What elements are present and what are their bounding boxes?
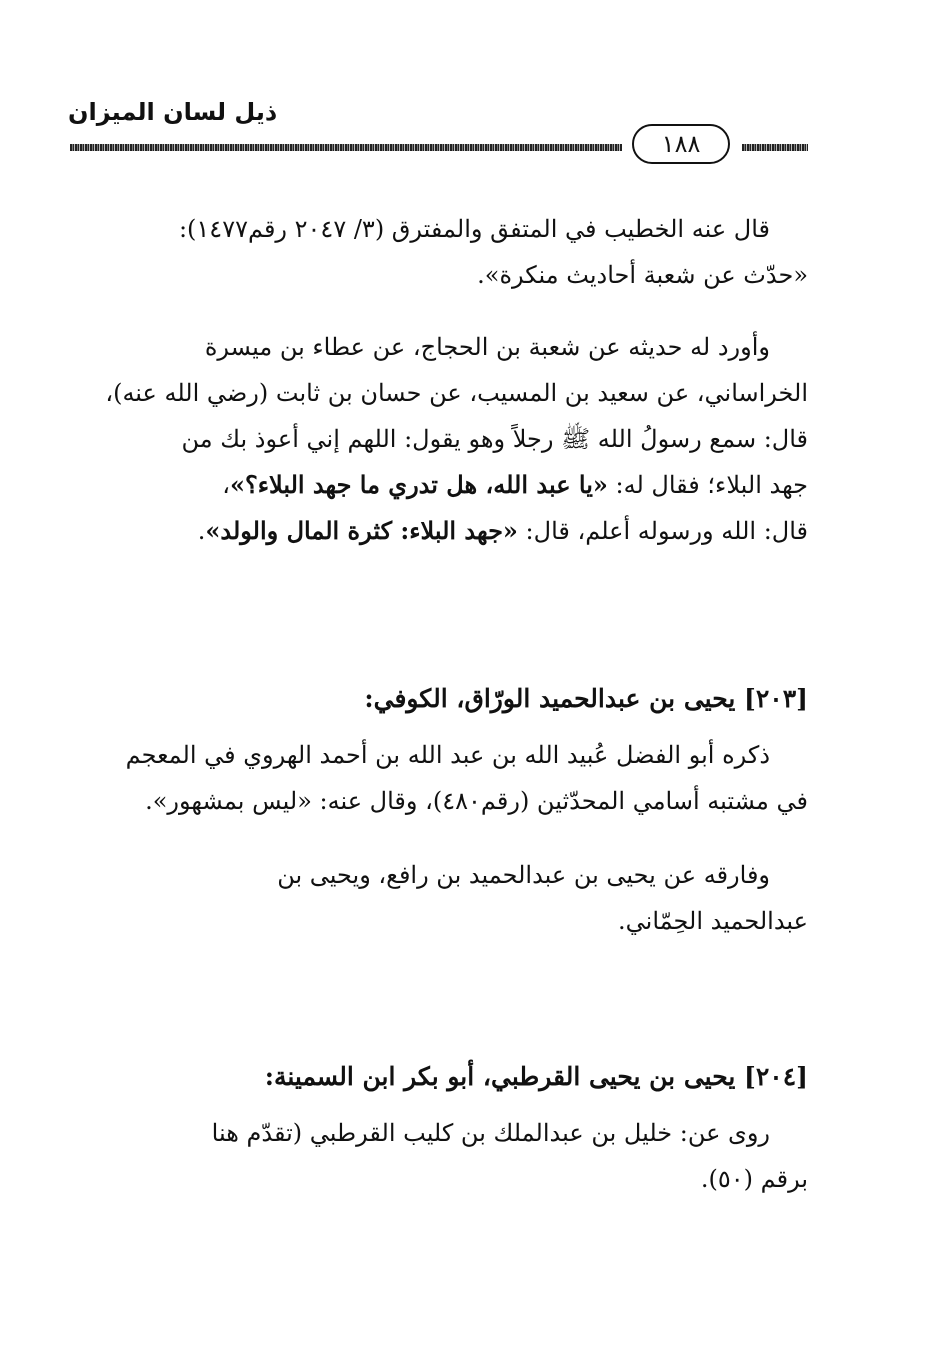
paragraph-line: «حدّث عن شعبة أحاديث منكرة». <box>477 261 808 289</box>
paragraph-line: الخراساني، عن سعيد بن المسيب، عن حسان بن ثابت (رضي الله عنه)، <box>105 379 808 407</box>
entry-203-paragraph-1 <box>80 732 808 824</box>
hadith-quote: «جهد البلاء: كثرة المال والولد» <box>205 516 518 545</box>
paragraph-line: في مشتبه أسامي المحدّثين (رقم٤٨٠)، وقال عنه: «ليس بمشهور». <box>145 787 808 815</box>
header-rule-right <box>742 144 808 151</box>
paragraph-line: روى عن: خليل بن عبدالملك بن كليب القرطبي (تقدّم هنا <box>211 1119 770 1147</box>
entry-heading: [٢٠٣] يحيى بن عبدالحميد الورّاق، الكوفي: <box>364 684 808 713</box>
paragraph-line: قال عنه الخطيب في المتفق والمفترق (٣/ ٢٠٤٧ رقم١٤٧٧): <box>178 215 770 243</box>
line-text: جهد البلاء؛ فقال له: <box>607 471 808 499</box>
paragraph-line: برقم (٥٠). <box>700 1165 808 1193</box>
paragraph-line: عبدالحميد الحِمّاني. <box>618 907 808 935</box>
paragraph-line: قال: سمع رسولُ الله ﷺ رجلاً وهو يقول: اللهم إني أعوذ بك من <box>181 425 808 453</box>
hadith-quote: «يا عبد الله، هل تدري ما جهد البلاء؟» <box>229 470 608 499</box>
header-rule-left <box>70 144 622 151</box>
running-header-title: ذيل لسان الميزان <box>68 98 278 126</box>
paragraph-line: وأورد له حديثه عن شعبة بن الحجاج، عن عطاء بن ميسرة <box>204 333 770 361</box>
entry-204-paragraph-1 <box>80 1110 808 1202</box>
paragraph-line: ذكره أبو الفضل عُبيد الله بن عبد الله بن أحمد الهروي في المعجم <box>125 741 770 769</box>
punctuation: . <box>197 517 206 545</box>
paragraph-line <box>80 462 808 508</box>
entry-203-paragraph-2 <box>80 852 808 944</box>
paragraph-line <box>80 508 808 554</box>
entry-heading: [٢٠٤] يحيى بن يحيى القرطبي، أبو بكر ابن السمينة: <box>264 1062 808 1091</box>
section-continuation <box>80 206 808 298</box>
entry-203 <box>80 676 808 722</box>
entry-204 <box>80 1054 808 1100</box>
paragraph-line: وفارقه عن يحيى بن عبدالحميد بن رافع، ويحيى بن <box>277 861 770 889</box>
punctuation: ، <box>222 471 230 499</box>
page-number: ١٨٨ <box>632 124 730 164</box>
line-text: قال: الله ورسوله أعلم، قال: <box>517 517 808 545</box>
section-continuation-paragraph-2 <box>80 324 808 554</box>
